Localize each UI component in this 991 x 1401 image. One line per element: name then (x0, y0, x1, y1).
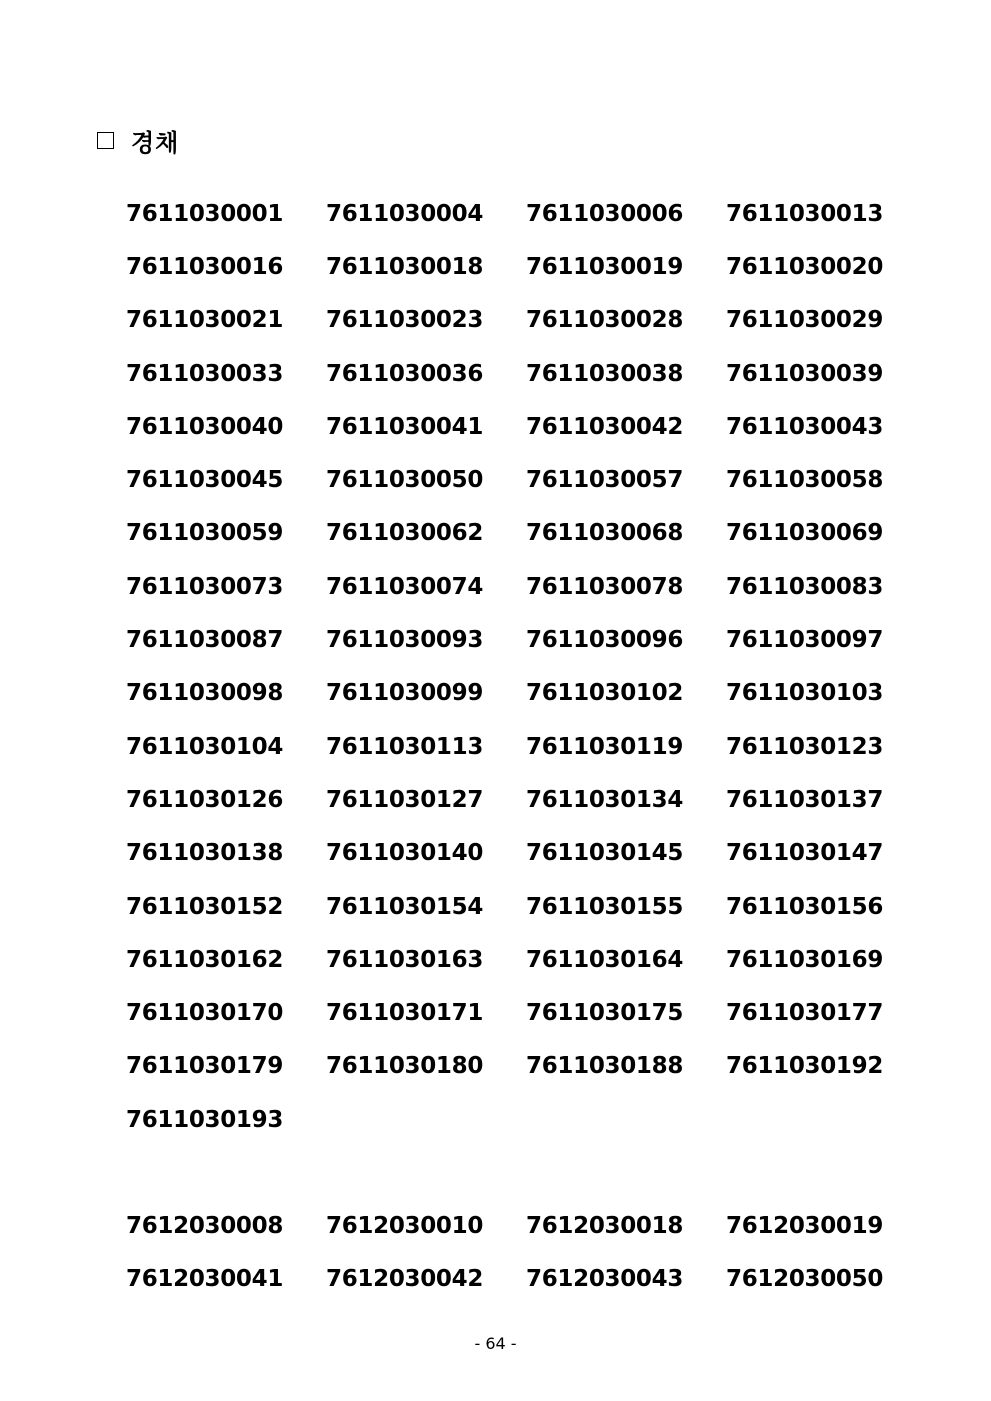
code-item: 7611030180 (326, 1053, 484, 1080)
code-item: 7611030137 (726, 786, 884, 813)
code-item: 7611030057 (526, 467, 684, 494)
code-item: 7611030087 (126, 627, 284, 654)
code-item: 7611030169 (726, 946, 884, 973)
code-item: 7611030045 (126, 467, 284, 494)
code-item: 7611030029 (726, 307, 884, 334)
code-item: 7611030127 (326, 786, 484, 813)
code-item: 7611030036 (326, 360, 484, 387)
code-list-group-1 (126, 187, 926, 1146)
code-item: 7611030138 (126, 840, 284, 867)
code-item: 7611030040 (126, 413, 284, 440)
code-item: 7611030033 (126, 360, 284, 387)
code-item: 7612030019 (726, 1212, 884, 1239)
code-list-group-2 (126, 1199, 926, 1306)
code-item: 7611030170 (126, 1000, 284, 1027)
code-item: 7611030145 (526, 840, 684, 867)
code-item: 7611030013 (726, 200, 884, 227)
code-item: 7611030023 (326, 307, 484, 334)
code-item: 7611030103 (726, 680, 884, 707)
code-item: 7611030096 (526, 627, 684, 654)
section-title: 경채 (131, 128, 180, 157)
code-item: 7611030004 (326, 200, 484, 227)
code-item: 7611030099 (326, 680, 484, 707)
code-item: 7611030093 (326, 627, 484, 654)
code-item: 7611030175 (526, 1000, 684, 1027)
code-item: 7611030134 (526, 786, 684, 813)
code-item: 7611030050 (326, 467, 484, 494)
code-item: 7611030097 (726, 627, 884, 654)
code-item: 7612030010 (326, 1212, 484, 1239)
code-item: 7611030001 (126, 200, 284, 227)
code-item: 7612030018 (526, 1212, 684, 1239)
code-item: 7611030113 (326, 733, 484, 760)
code-item: 7611030102 (526, 680, 684, 707)
code-item: 7611030163 (326, 946, 484, 973)
code-item: 7611030119 (526, 733, 684, 760)
code-item: 7611030039 (726, 360, 884, 387)
code-item: 7611030020 (726, 253, 884, 280)
code-item: 7611030177 (726, 1000, 884, 1027)
code-item: 7611030018 (326, 253, 484, 280)
code-item: 7611030164 (526, 946, 684, 973)
code-item: 7611030104 (126, 733, 284, 760)
section-heading (97, 120, 179, 160)
code-item: 7611030098 (126, 680, 284, 707)
code-item: 7612030041 (126, 1265, 284, 1292)
code-item: 7611030083 (726, 573, 884, 600)
code-item: 7611030126 (126, 786, 284, 813)
code-item: 7611030021 (126, 307, 284, 334)
code-item: 7611030073 (126, 573, 284, 600)
code-item: 7611030019 (526, 253, 684, 280)
code-item: 7611030154 (326, 893, 484, 920)
code-item: 7611030152 (126, 893, 284, 920)
code-item: 7611030068 (526, 520, 684, 547)
code-item: 7611030069 (726, 520, 884, 547)
code-item: 7611030043 (726, 413, 884, 440)
code-item: 7611030162 (126, 946, 284, 973)
code-item: 7611030042 (526, 413, 684, 440)
code-item: 7611030038 (526, 360, 684, 387)
code-item: 7611030078 (526, 573, 684, 600)
empty-square-icon (97, 132, 114, 149)
code-item: 7611030156 (726, 893, 884, 920)
page-number: - 64 - (474, 1334, 517, 1353)
code-item: 7611030188 (526, 1053, 684, 1080)
code-item: 7611030058 (726, 467, 884, 494)
code-item: 7611030016 (126, 253, 284, 280)
code-item: 7612030050 (726, 1265, 884, 1292)
code-item: 7612030043 (526, 1265, 684, 1292)
code-item: 7611030155 (526, 893, 684, 920)
code-item: 7611030147 (726, 840, 884, 867)
code-item: 7611030059 (126, 520, 284, 547)
code-item: 7611030041 (326, 413, 484, 440)
code-item: 7612030042 (326, 1265, 484, 1292)
code-item: 7611030006 (526, 200, 684, 227)
code-item: 7611030171 (326, 1000, 484, 1027)
code-item: 7611030179 (126, 1053, 284, 1080)
code-item: 7612030008 (126, 1212, 284, 1239)
code-item: 7611030192 (726, 1053, 884, 1080)
code-item: 7611030028 (526, 307, 684, 334)
code-item: 7611030062 (326, 520, 484, 547)
code-item: 7611030193 (126, 1106, 284, 1133)
code-item: 7611030074 (326, 573, 484, 600)
code-item: 7611030123 (726, 733, 884, 760)
code-item: 7611030140 (326, 840, 484, 867)
